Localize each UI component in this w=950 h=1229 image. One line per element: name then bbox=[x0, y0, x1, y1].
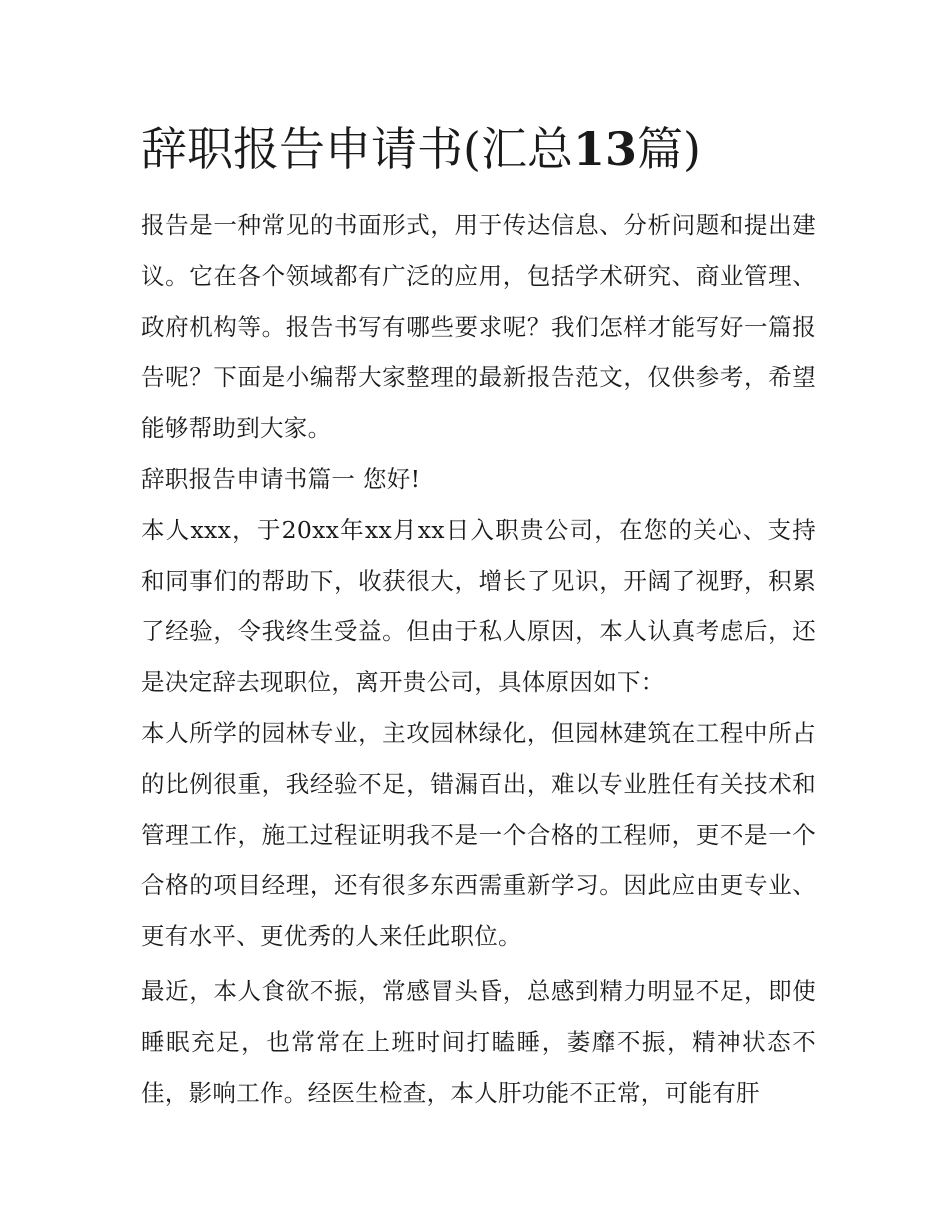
section-heading-paragraph: 辞职报告申请书篇一 您好! bbox=[141, 464, 421, 493]
title-suffix: 篇) bbox=[636, 122, 701, 176]
body-paragraph: 本人xxx，于20xx年xx月xx日入职贵公司，在您的关心、支持和同事们的帮助下，收获很大，增长了见识，开阔了视野，积累了经验，令我终生受益。但由于私人原因，本人认真考虑后，还是决定辞去现职位，离开贵公司，具体原因如下： bbox=[141, 515, 816, 697]
body-paragraph: 最近，本人食欲不振，常感冒头昏，总感到精力明显不足，即使睡眠充足，也常常在上班时间打瞌睡，萎靡不振，精神状态不佳，影响工作。经医生检查，本人肝功能不正常，可能有肝 bbox=[141, 976, 816, 1107]
intro-paragraph: 报告是一种常见的书面形式，用于传达信息、分析问题和提出建议。它在各个领域都有广泛的应用，包括学术研究、商业管理、政府机构等。报告书写有哪些要求呢？我们怎样才能写好一篇报告呢？下面是小编帮大家整理的最新报告范文，仅供参考，希望能够帮助到大家。 bbox=[141, 211, 816, 443]
title-main: 辞职报告申请书(汇总 bbox=[141, 122, 573, 176]
title-count: 13 bbox=[572, 122, 637, 176]
body-paragraph: 本人所学的园林专业，主攻园林绿化，但园林建筑在工程中所占的比例很重，我经验不足，错漏百出，难以专业胜任有关技术和管理工作，施工过程证明我不是一个合格的工程师，更不是一个合格的项目经理，还有很多东西需重新学习。因此应由更专业、更有水平、更优秀的人来任此职位。 bbox=[141, 718, 816, 951]
document-title bbox=[141, 118, 816, 180]
document-content bbox=[141, 118, 816, 1118]
